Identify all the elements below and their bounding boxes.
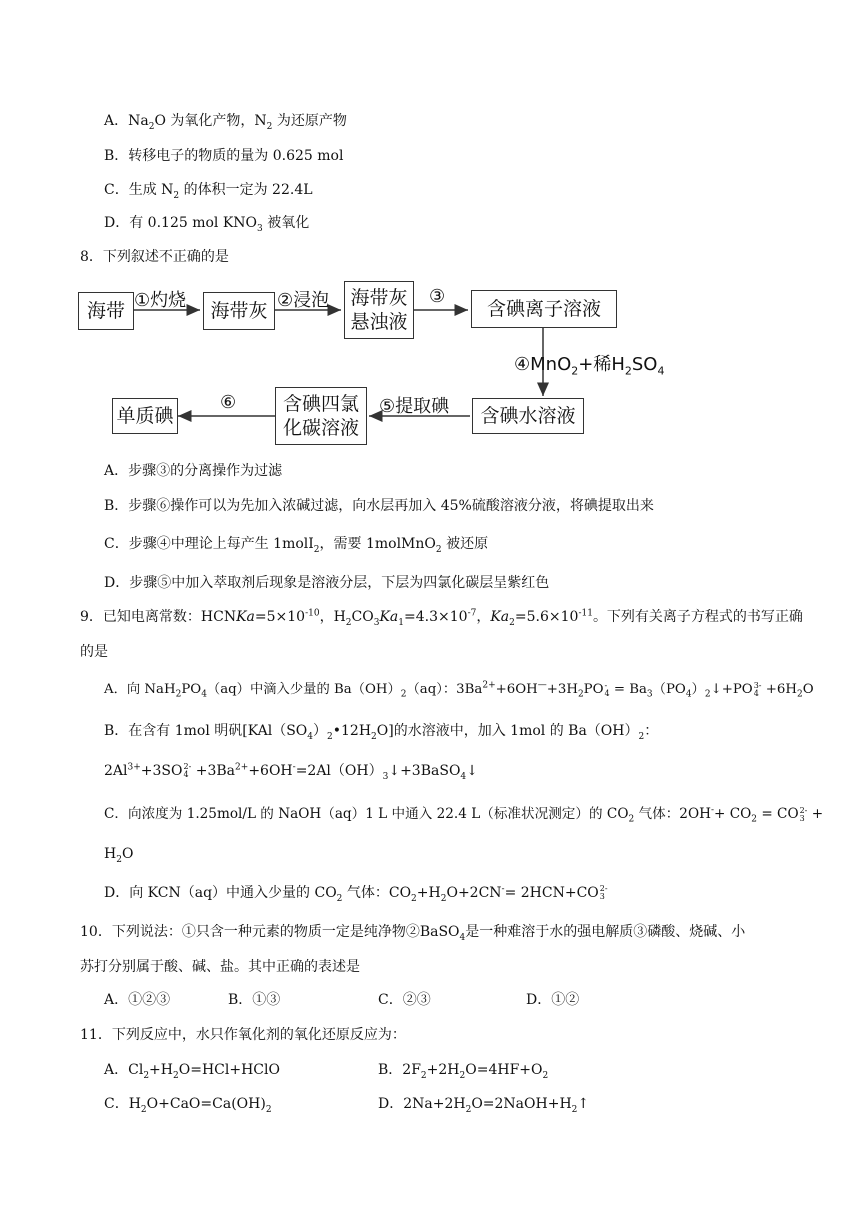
q10-stem-line1: 10．下列说法：①只含一种元素的物质一定是纯净物②BaSO$_4$是一种难溶于水的强电解质③磷酸、烧碱、小	[80, 924, 746, 943]
q9-option-d: D．向 KCN（aq）中通入少量的 $CO_2$ 气体：$CO_2+H_2O+2CN^-= 2HCN+CO$ 2- 3	[104, 884, 608, 904]
box-sili: 含碘四氯 化碳溶液	[275, 387, 367, 445]
step-4-label: ④MnO$_2$+稀$H_2SO_4$	[514, 354, 665, 378]
q9-option-b-line2: $2Al^{3+}+3SO$ 2- 4 $+3Ba^{2+}+6OH^-=2Al(OH)_3↓+3BaSO_4↓$	[104, 762, 478, 782]
q11-option-a: A．$Cl_2+H_2O=HCl+HClO$	[104, 1062, 280, 1081]
q9-option-a: A．向 $NaH_2PO_4(aq)$中滴入少量的 $Ba(OH)_2(aq)$：$3Ba^{2+}+6OH^—+3H_2PO$ - 4 = $Ba_3(PO_4)_2↓+PO$ 3- 4 $+6H_2O$	[104, 680, 814, 700]
q10-option-b: B．①③	[228, 992, 281, 1008]
q10-stem-line2: 苏打分别属于酸、碱、盐。其中正确的表述是	[80, 959, 360, 975]
q11-option-c: C．$H_2O+CaO=Ca(OH)_2$	[104, 1096, 272, 1115]
q8-option-b: B．步骤⑥操作可以为先加入浓碱过滤，向水层再加入 45%硫酸溶液分液，将碘提取出来	[104, 498, 654, 514]
q11-option-d: D．$2Na+2H_2O=2NaOH+H_2↑$	[378, 1096, 590, 1115]
q10-option-c: C．②③	[378, 992, 431, 1008]
box-danzhi: 单质碘	[112, 398, 178, 434]
box-haidai: 海带	[78, 292, 134, 330]
box-xuanzhuoye: 海带灰 悬浊液	[344, 281, 414, 339]
q11-stem: 11．下列反应中，水只作氧化剂的氧化还原反应为：	[80, 1027, 406, 1043]
box-hanshi-lizi: 含碘离子溶液	[471, 290, 617, 328]
q11-option-b: B．$2F_2+2H_2O=4HF+O_2$	[378, 1062, 549, 1081]
q8-option-d: D．步骤⑤中加入萃取剂后现象是溶液分层，下层为四氯化碳层呈紫红色	[104, 575, 550, 591]
step-3-label: ③	[429, 286, 446, 307]
q9-stem-line1: 9．已知电离常数：$HCNKa=5\times 10^{-10}$，$H_2CO_3Ka_1=4.3\times 10^{-7}$，$Ka_2=5.6\times 10^{-11}$。下列有关离子方程式的书写正确	[80, 608, 803, 628]
step-5-label: ⑤提取碘	[379, 396, 450, 417]
box-hanshi-shui: 含碘水溶液	[472, 398, 584, 434]
q9-stem-line2: 的是	[80, 644, 108, 660]
q9-option-b-line1: B．在含有 1mol 明矾$[KAl(SO_4)_2•12H_2O]$的水溶液中，加入 1mol 的 $Ba(OH)_2$：	[104, 723, 659, 742]
q8-stem: 8．下列叙述不正确的是	[80, 249, 229, 265]
step-1-label: ①灼烧	[134, 290, 187, 311]
q7-option-a: A．$Na_2O$ 为氧化产物，$N_2$ 为还原产物	[104, 113, 347, 132]
q10-option-a: A．①②③	[104, 992, 171, 1008]
q9-option-c-line2: $H_2O$	[104, 846, 134, 865]
q7-option-c: C．生成 $N_2$ 的体积一定为 22.4L	[104, 182, 313, 201]
q7-option-d: D．有 0.125 mol $KNO_3$ 被氧化	[104, 215, 310, 234]
step-6-label: ⑥	[220, 392, 237, 413]
box-haidaihui: 海带灰	[203, 292, 275, 330]
q9-option-c-line1: C．向浓度为 1.25mol/L 的 NaOH（aq）1 L 中通入 22.4 L（标准状况测定）的 $CO_2$ 气体：$2OH^-+ CO_2$ = CO 2- 3 +	[104, 805, 824, 825]
step-2-label: ②浸泡	[277, 290, 330, 311]
q8-option-a: A．步骤③的分离操作为过滤	[104, 463, 283, 479]
q7-option-b: B．转移电子的物质的量为 0.625 mol	[104, 148, 344, 164]
q10-option-d: D．①②	[526, 992, 580, 1008]
q8-option-c: C．步骤④中理论上每产生 1molI$_2$，需要 1molMnO$_2$ 被还原	[104, 536, 489, 555]
